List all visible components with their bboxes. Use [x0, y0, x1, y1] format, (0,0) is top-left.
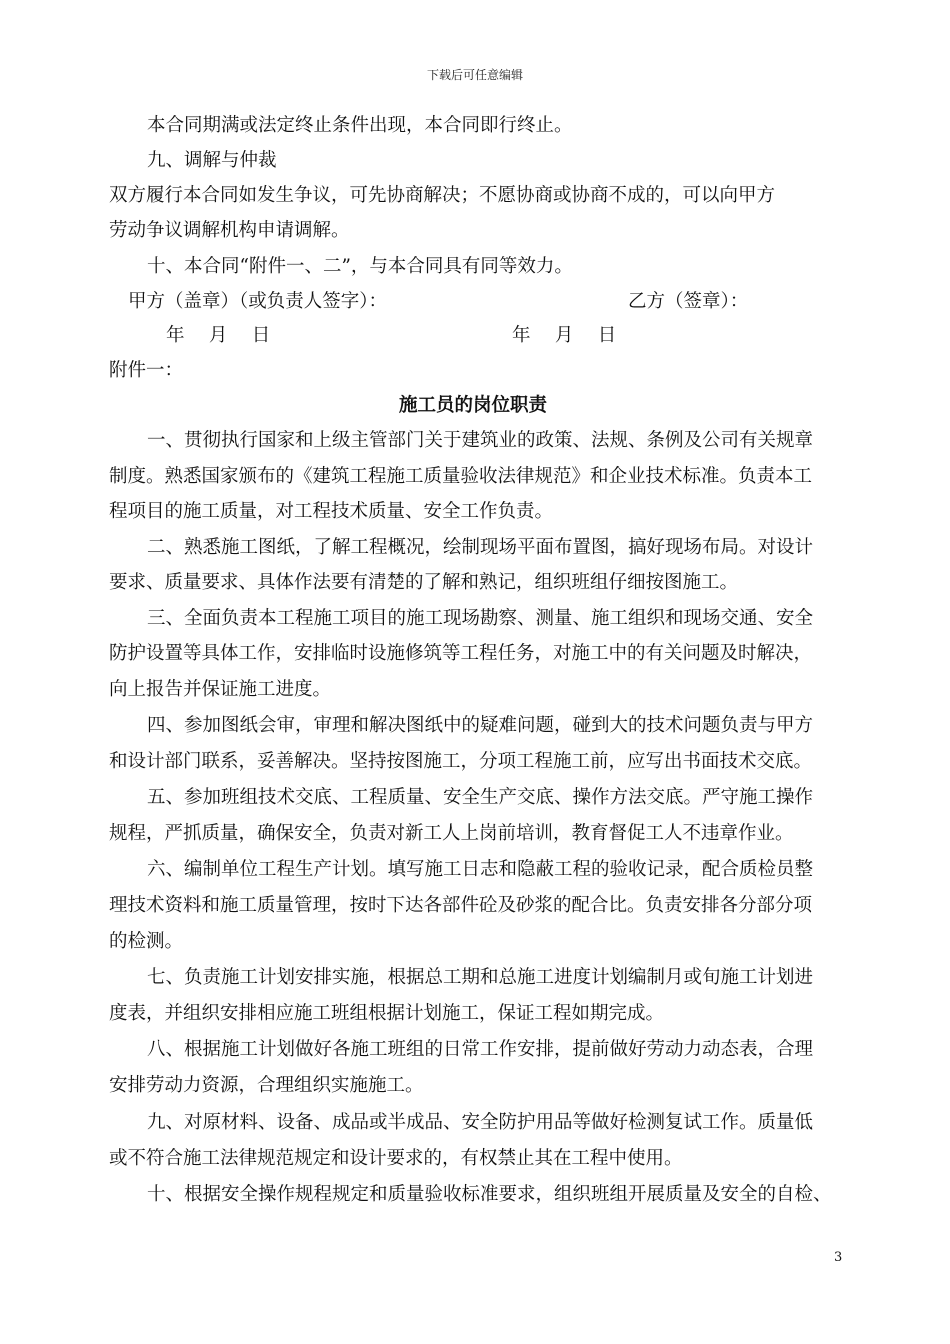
paragraph-line: 五、参加班组技术交底、工程质量、安全生产交底、操作方法交底。严守施工操作	[147, 787, 814, 808]
paragraph-line: 十、根据安全操作规程规定和质量验收标准要求，组织班组开展质量及安全的自检、	[147, 1184, 832, 1205]
party-a-date: 年 月 日	[166, 325, 271, 346]
paragraph-line: 本合同期满或法定终止条件出现，本合同即行终止。	[147, 115, 573, 136]
paragraph-line: 四、参加图纸会审，审理和解决图纸中的疑难问题，碰到大的技术问题负责与甲方	[147, 715, 814, 736]
paragraph-line: 安排劳动力资源，合理组织实施施工。	[109, 1075, 424, 1096]
paragraph-line: 防护设置等具体工作，安排临时设施修筑等工程任务，对施工中的有关问题及时解决，	[109, 643, 813, 664]
paragraph-line: 度表，并组织安排相应施工班组根据计划施工，保证工程如期完成。	[109, 1003, 665, 1024]
paragraph-line: 九、对原材料、设备、成品或半成品、安全防护用品等做好检测复试工作。质量低	[147, 1112, 814, 1133]
page-number: 3	[834, 1250, 843, 1265]
section-heading: 九、调解与仲裁	[147, 150, 277, 171]
paragraph-line: 十、本合同“附件一、二”，与本合同具有同等效力。	[147, 256, 573, 277]
paragraph-line: 的检测。	[109, 931, 184, 952]
paragraph-line: 七、负责施工计划安排实施，根据总工期和总施工进度计划编制月或旬施工计划进	[147, 967, 814, 988]
paragraph-line: 规程，严抓质量，确保安全，负责对新工人上岗前培训，教育督促工人不违章作业。	[109, 823, 794, 844]
paragraph-line: 理技术资料和施工质量管理，按时下达各部件砼及砂浆的配合比。负责安排各分部分项	[109, 895, 813, 916]
party-a-signature-label: 甲方（盖章）（或负责人签字）：	[128, 291, 388, 312]
paragraph-line: 八、根据施工计划做好各施工班组的日常工作安排，提前做好劳动力动态表，合理	[147, 1039, 814, 1060]
paragraph-line: 双方履行本合同如发生争议，可先协商解决；不愿协商或协商不成的，可以向甲方	[109, 185, 776, 206]
party-b-date: 年 月 日	[512, 325, 617, 346]
paragraph-line: 和设计部门联系，妥善解决。坚持按图施工，分项工程施工前，应写出书面技术交底。	[109, 751, 813, 772]
paragraph-line: 三、全面负责本工程施工项目的施工现场勘察、测量、施工组织和现场交通、安全	[147, 608, 814, 629]
paragraph-line: 要求、质量要求、具体作法要有清楚的了解和熟记，组织班组仔细按图施工。	[109, 572, 739, 593]
attachment-label: 附件一：	[109, 360, 184, 381]
page-header: 下载后可任意编辑	[426, 68, 523, 82]
paragraph-line: 程项目的施工质量，对工程技术质量、安全工作负责。	[109, 501, 554, 522]
paragraph-line: 制度。熟悉国家颁布的《建筑工程施工质量验收法律规范》和企业技术标准。负责本工	[109, 466, 813, 487]
paragraph-line: 劳动争议调解机构申请调解。	[109, 220, 350, 241]
paragraph-line: 六、编制单位工程生产计划。填写施工日志和隐蔽工程的验收记录，配合质检员整	[147, 859, 814, 880]
paragraph-line: 一、贯彻执行国家和上级主管部门关于建筑业的政策、法规、条例及公司有关规章	[147, 430, 814, 451]
paragraph-line: 二、熟悉施工图纸，了解工程概况，绘制现场平面布置图，搞好现场布局。对设计	[147, 537, 814, 558]
paragraph-line: 或不符合施工法律规范规定和设计要求的，有权禁止其在工程中使用。	[109, 1148, 683, 1169]
paragraph-line: 向上报告并保证施工进度。	[109, 679, 332, 700]
section-title: 施工员的岗位职责	[399, 395, 548, 416]
party-b-signature-label: 乙方（签章）：	[628, 291, 749, 312]
